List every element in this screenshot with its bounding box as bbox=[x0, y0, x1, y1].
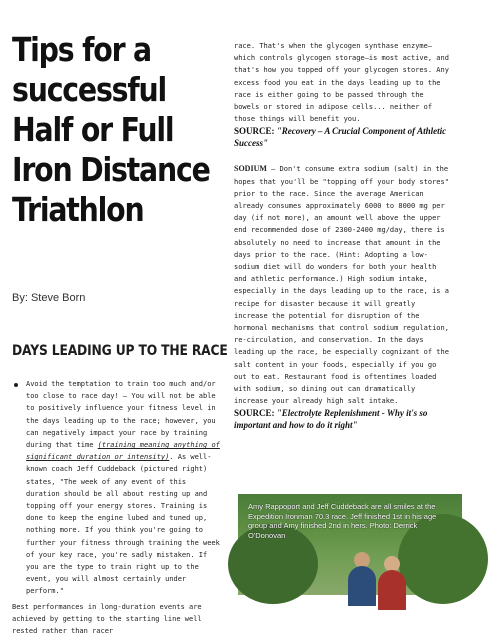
photo-person bbox=[378, 570, 406, 610]
paragraph-glycogen: race. That's when the glycogen synthase enzyme—which controls glycogen storage—is most active, and that's how you topped off your glycogen stores. Any excess food you eat in the days leading up to the race is either going to be passed through the bowels or stored in adipose cells... neither of those things will benefit you. bbox=[234, 42, 449, 124]
bullet-dot-icon bbox=[14, 383, 18, 387]
source-citation-electrolyte bbox=[234, 407, 452, 431]
bullet-text-emphasis: (training meaning anything of significant duration or intensity) bbox=[26, 441, 220, 462]
source-citation-recovery bbox=[234, 125, 452, 149]
bullet-item bbox=[12, 378, 220, 598]
source-title: "Electrolyte Replenishment - Why it's so important and how to do it right" bbox=[234, 408, 428, 431]
source-title: "Recovery – A Crucial Component of Athletic Success" bbox=[234, 126, 447, 149]
sodium-section bbox=[234, 163, 452, 431]
athletes-photo bbox=[238, 494, 462, 595]
article-title: Tips for a successful Half or Full Iron Distance Triathlon bbox=[12, 30, 210, 229]
sodium-text: – Don't consume extra sodium (salt) in the hopes that you'll be "topping off your body stores" prior to the race. Since the average American already consumes approximately 6000 to 8000 mg per day (if not more), an amount well above the upper end recommended dose of 2300-2400 mg/day, there is absolutely no need to increase that amount in the days prior to the race. (Hint: Adopting a low-sodium diet will do wonders for both your health and athletic performance.) High sodium intake, especially in the days leading up to the race, is a recipe for disaster because it will greatly increase the potential for disruption of the hormonal mechanisms that control sodium regulation, re-circulation, and conservation. In the days leading up the race, be especially cognizant of the salt content in your foods, especially if you go out to eat. Restaurant food is oftentimes loaded with sodium, so dining out can dramatically increase your already high salt intake. bbox=[234, 165, 449, 406]
sodium-lead: SODIUM bbox=[234, 164, 267, 174]
paragraph-best-performances: Best performances in long-duration events are achieved by getting to the starting line well rested rather than racer bbox=[12, 603, 202, 636]
bullet-text-end: . As well-known coach Jeff Cuddeback (pictured right) states, "The week of any event of this duration should be all about resting up and topping off your energy stores. Training is done to keep the engine lubed and tuned up, nothing more. If you think you're going to further your fitness through training the week of your key race, you're sadly mistaken. If you are the type to train right up to the event, you will almost certainly under perform." bbox=[26, 453, 220, 596]
source-label: SOURCE: bbox=[234, 126, 275, 137]
bullet-text-start: Avoid the temptation to train too much and/or too close to race day! – You will not be able to positively influence your fitness level in the days leading up to the race; however, you can negatively impact your race by training during that time bbox=[26, 380, 216, 450]
paragraph-sodium bbox=[234, 163, 452, 407]
bullet-paragraph bbox=[26, 378, 220, 598]
right-column bbox=[234, 40, 452, 431]
left-column bbox=[12, 30, 228, 636]
photo-caption: Amy Rappoport and Jeff Cuddeback are all smiles at the Expedition Ironman 70.3 race. Jeff finished 1st in his age group and Amy finished 2nd in hers. Photo: Derrick O'Donovan bbox=[248, 502, 437, 540]
source-label: SOURCE: bbox=[234, 408, 275, 419]
section-heading: DAYS LEADING UP TO THE RACE bbox=[12, 343, 228, 359]
byline: By: Steve Born bbox=[12, 292, 86, 304]
photo-person bbox=[348, 566, 376, 606]
